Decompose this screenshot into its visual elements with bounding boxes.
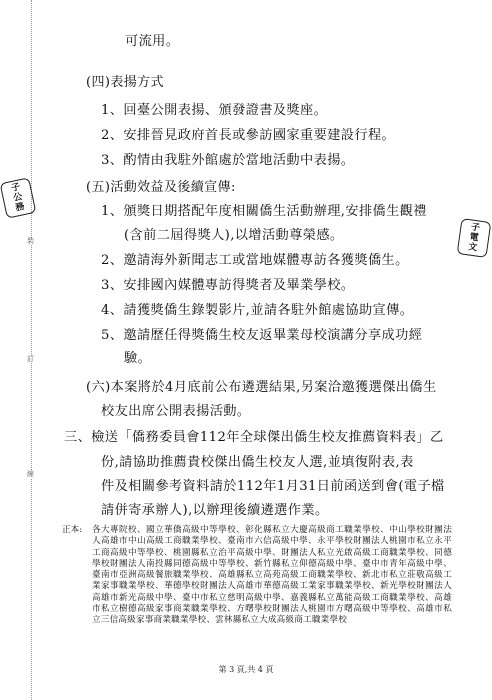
seal-stamp-right-icon: 子 電 文: [457, 218, 492, 258]
section-6-text: (六)本案將於4月底前公布遴選結果,另案洽邀獲選傑出僑生: [86, 380, 437, 395]
list-item-5-5-cont: 驗。: [124, 351, 152, 366]
binding-label-zhuang: 裝: [27, 237, 34, 245]
item-3-text: 三、檢送「僑務委員會112年全球傑出僑生校友推薦資料表」乙: [64, 430, 444, 445]
list-item-4-2: 2、安排晉見政府首長或參訪國家重要建設行程。: [101, 128, 396, 143]
binding-label-xian: 線: [27, 470, 34, 478]
section-5-heading: (五)活動效益及後續宣傳:: [86, 180, 236, 195]
list-item-5-5: 5、邀請歷任得獎僑生校友返畢業母校演講分享成功經: [101, 328, 423, 343]
list-item-5-2: 2、邀請海外新聞志工或當地媒體專訪各獲獎僑生。: [101, 253, 409, 268]
list-item-5-1: 1、頒獎日期搭配年度相關僑生活動辦理,安排僑生觀禮: [101, 204, 427, 219]
list-item-4-3: 3、酌情由我駐外館處於當地活動中表揚。: [101, 153, 355, 168]
cc-label: 正本:: [62, 525, 83, 535]
item-3-text-cont-3: 請併寄承辦人),以辦理後續遴選作業。: [101, 503, 329, 518]
text-line-1: 可流用。: [125, 34, 180, 49]
binding-label-ding: 訂: [27, 355, 34, 363]
item-3-text-cont-2: 件及相關參考資料請於112年1月31日前函送到會(電子檔: [101, 479, 445, 494]
cc-recipients-text: 各大專院校、國立華僑高級中等學校、彰化縣私立大慶高級商工職業學校、中山學校財團法人高雄市中山高級工商職業學校、臺南市六信高級中學、永平學校財團法人桃園市私立永平工商高級中等學校、桃園縣私立治平高級中學、財團法人私立光啟高級工商職業學校、同德學校財團法人南投縣同德高級中等學校、新竹縣私立仰德高級中學、臺中市青年高級中學、臺南市亞洲高級餐旅職業學校、高雄縣私立高苑高級工商職業學校、新北市私立莊敬高級工業家事職業學校、華德學校財團法人高雄市華德高級工業家事職業學校、新光學校財團法人高雄市新光高級中學、臺中市私立慈明高級中學、嘉義縣私立萬能高級工商職業學校、高雄市私立樹德高級家事商業職業學校、方曙學校財團法人桃園市方曙高級中等學校、高雄市私立三信高級家事商業職業學校、雲林縣私立大成高級商工職業學校: [92, 525, 452, 626]
item-3-text-cont-1: 份,請協助推薦貴校傑出僑生校友人選,並填復附表,表: [101, 455, 414, 470]
page-number-footer: 第 3 頁,共 4 頁: [218, 665, 274, 674]
list-item-5-1-cont: (含前二屆得獎人),以增活動尊榮感。: [124, 228, 344, 243]
seal-stamp-left-icon: 子 公 務: [0, 177, 36, 218]
section-6-text-cont: 校友出席公開表揚活動。: [101, 404, 251, 419]
section-4-heading: (四)表揚方式: [86, 75, 164, 90]
list-item-5-4: 4、請獲獎僑生錄製影片,並請各駐外館處協助宣傳。: [101, 303, 414, 318]
binding-margin-line: [31, 0, 32, 700]
list-item-4-1: 1、回臺公開表揚、頒發證書及獎座。: [101, 103, 328, 118]
list-item-5-3: 3、安排國內媒體專訪得獎者及畢業學校。: [101, 278, 355, 293]
